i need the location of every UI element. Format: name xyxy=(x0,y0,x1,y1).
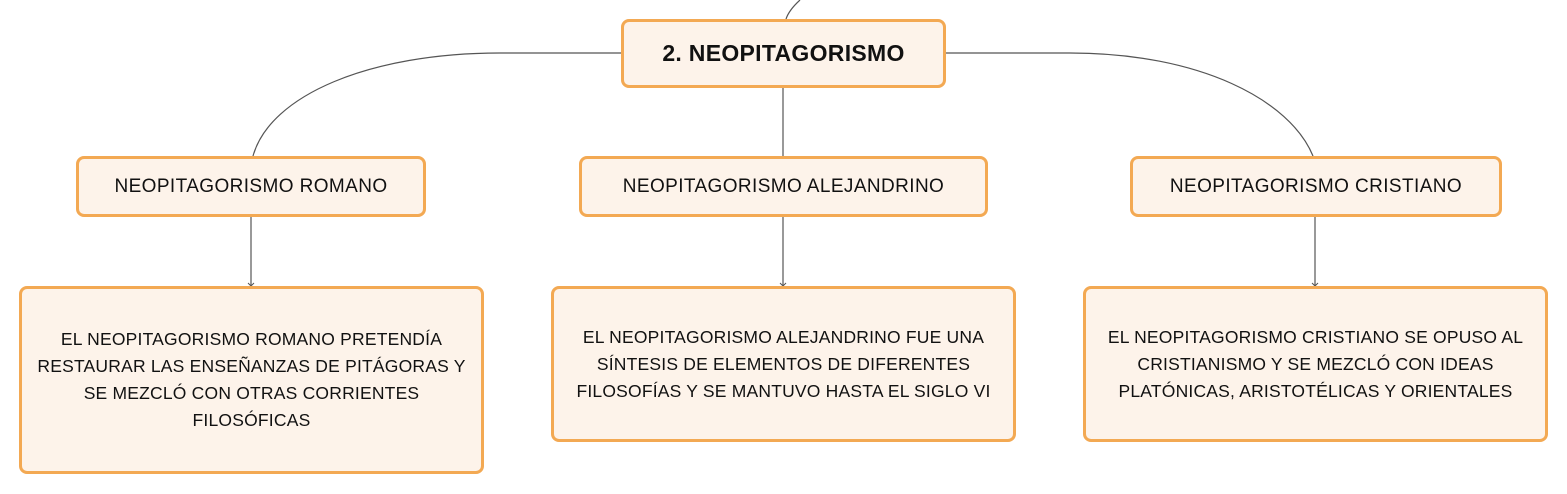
branch-node-label: NEOPITAGORISMO ALEJANDRINO xyxy=(622,175,945,197)
branch-node-alejandrino[interactable] xyxy=(579,156,988,217)
description-text: EL NEOPITAGORISMO ROMANO PRETENDÍA RESTAURAR LAS ENSEÑANZAS DE PITÁGORAS Y SE MEZCLÓ CON OTRAS CORRIENTES FILOSÓFICAS xyxy=(37,329,466,430)
connector-root-to-romano xyxy=(253,53,621,156)
parent-connector xyxy=(786,0,800,19)
description-node-romano[interactable] xyxy=(19,286,484,474)
branch-node-romano[interactable] xyxy=(76,156,426,217)
description-node-alejandrino[interactable] xyxy=(551,286,1016,442)
root-node-label: 2. NEOPITAGORISMO xyxy=(662,40,905,66)
root-node[interactable] xyxy=(621,19,946,88)
connector-root-to-cristiano xyxy=(946,53,1313,156)
description-text: EL NEOPITAGORISMO CRISTIANO SE OPUSO AL CRISTIANISMO Y SE MEZCLÓ CON IDEAS PLATÓNICAS, ARISTOTÉLICAS Y ORIENTALES xyxy=(1107,326,1524,401)
branch-node-cristiano[interactable] xyxy=(1130,156,1502,217)
description-node-cristiano[interactable] xyxy=(1083,286,1548,442)
description-text: EL NEOPITAGORISMO ALEJANDRINO FUE UNA SÍNTESIS DE ELEMENTOS DE DIFERENTES FILOSOFÍAS Y SE MANTUVO HASTA EL SIGLO VI xyxy=(576,326,991,401)
branch-node-label: NEOPITAGORISMO CRISTIANO xyxy=(1169,175,1463,197)
branch-node-label: NEOPITAGORISMO ROMANO xyxy=(114,175,388,197)
